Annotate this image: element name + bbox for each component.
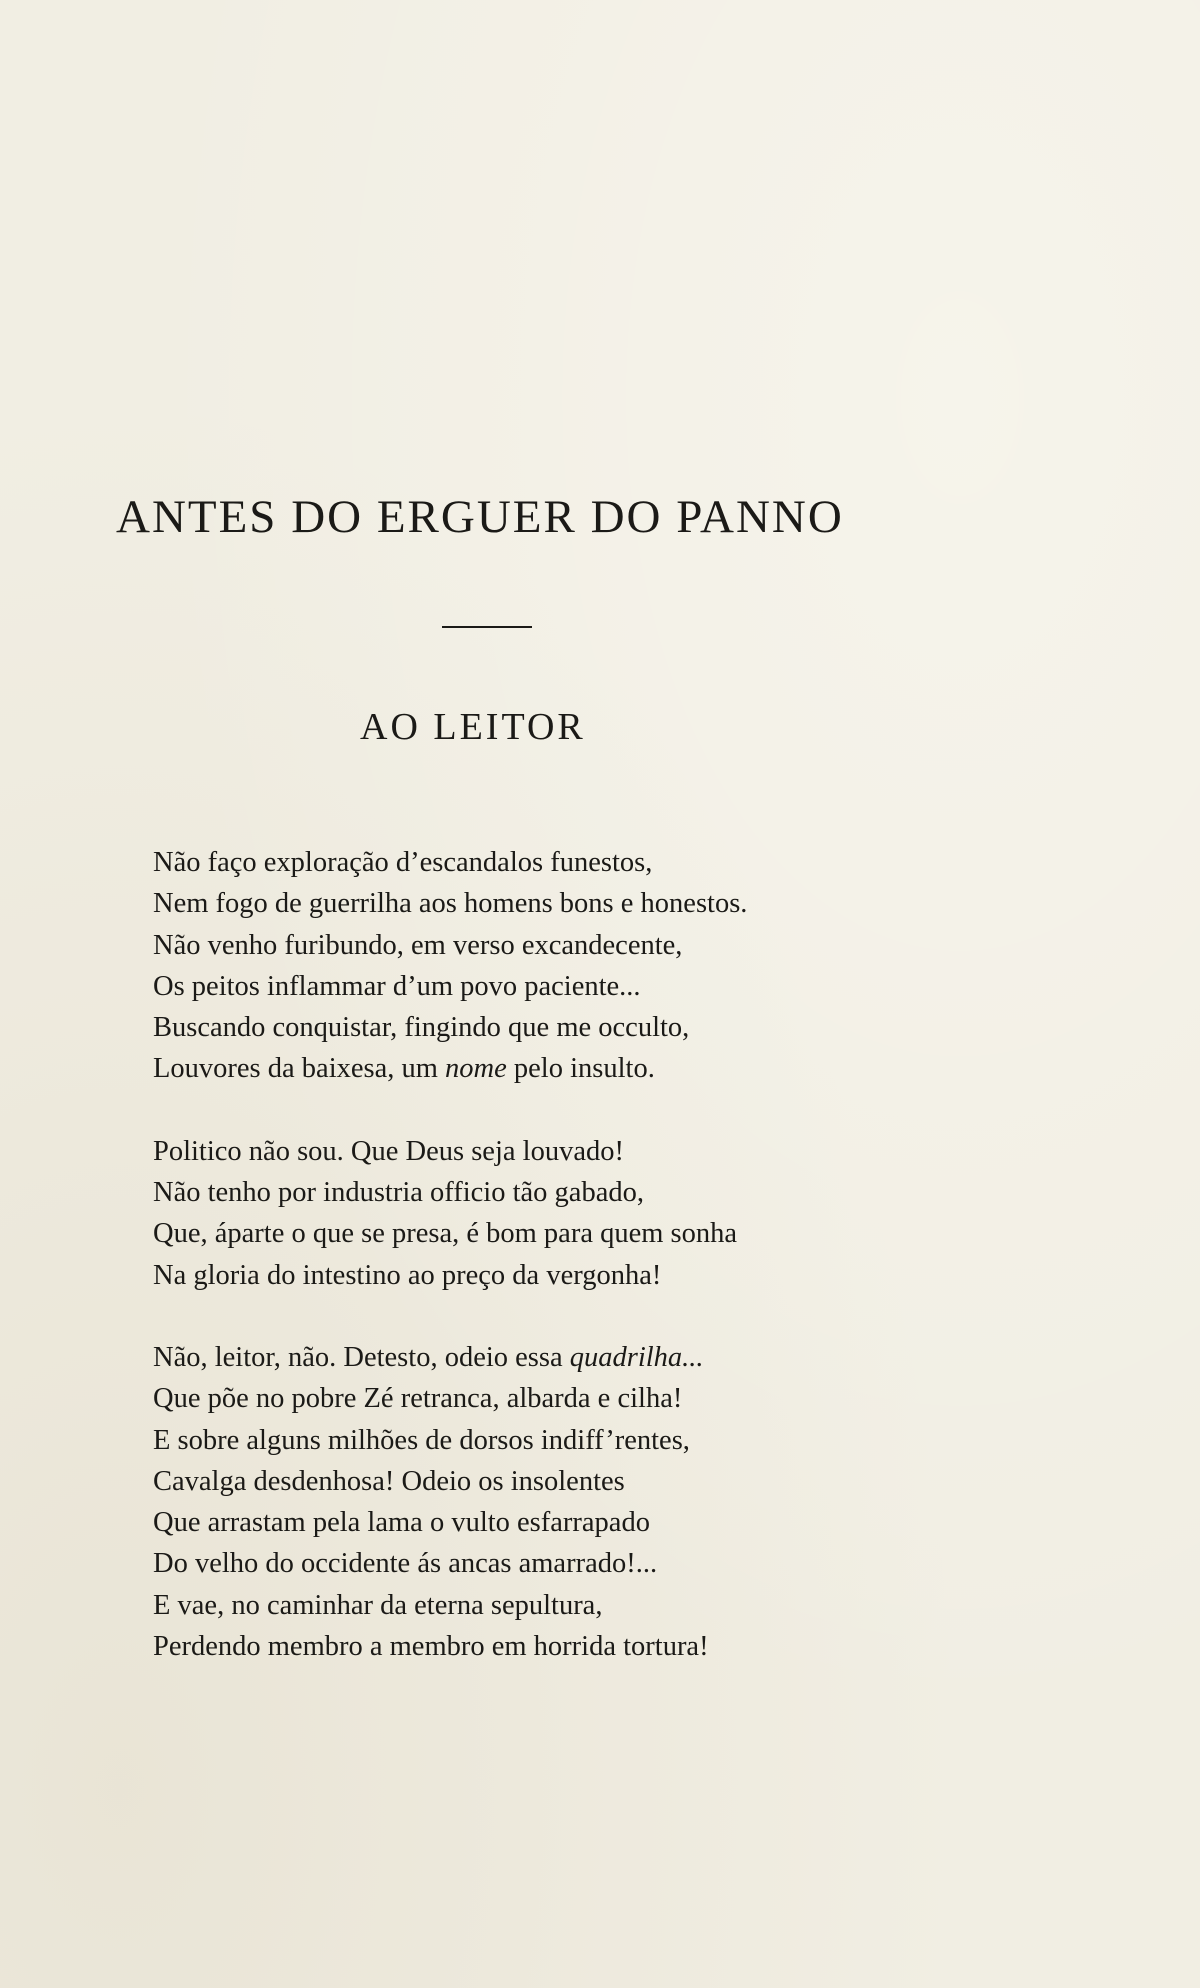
emphasized-word: quadrilha... bbox=[569, 1341, 704, 1373]
poem-line: Que, áparte o que se presa, é bom para quem sonha bbox=[153, 1218, 738, 1250]
poem-line bbox=[153, 1048, 873, 1089]
poem-line: Buscando conquistar, fingindo que me occulto, bbox=[153, 1012, 690, 1044]
stanza bbox=[153, 1131, 873, 1296]
poem-line: Politico não sou. Que Deus seja louvado! bbox=[153, 1135, 624, 1167]
poem-line: Do velho do occidente ás ancas amarrado!... bbox=[153, 1548, 658, 1580]
poem-line: Cavalga desdenhosa! Odeio os insolentes bbox=[153, 1465, 625, 1497]
page-title: ANTES DO ERGUER DO PANNO bbox=[116, 491, 844, 543]
poem-line-text: Não, leitor, não. Detesto, odeio essa bbox=[153, 1341, 570, 1373]
emphasized-word: nome bbox=[445, 1053, 507, 1085]
poem-line: Não venho furibundo, em verso excandecente, bbox=[153, 929, 683, 961]
poem-line: Que põe no pobre Zé retranca, albarda e cilha! bbox=[153, 1383, 683, 1415]
poem-line: Que arrastam pela lama o vulto esfarrapado bbox=[153, 1507, 650, 1539]
poem-line-text: pelo insulto. bbox=[506, 1053, 655, 1085]
poem-line-text: Louvores da baixesa, um bbox=[153, 1053, 446, 1085]
title-divider bbox=[442, 626, 532, 628]
poem-line: E vae, no caminhar da eterna sepultura, bbox=[153, 1589, 603, 1621]
poem-line: Perdendo membro a membro em horrida tortura! bbox=[153, 1631, 709, 1663]
section-heading: AO LEITOR bbox=[360, 706, 586, 748]
stanza bbox=[153, 1337, 873, 1667]
poem-line: Na gloria do intestino ao preço da vergonha! bbox=[153, 1259, 662, 1291]
poem-line: Não tenho por industria officio tão gabado, bbox=[153, 1177, 644, 1209]
poem-line: E sobre alguns milhões de dorsos indiff’rentes, bbox=[153, 1424, 690, 1456]
poem-line: Nem fogo de guerrilha aos homens bons e honestos. bbox=[153, 888, 748, 920]
poem-body bbox=[153, 842, 873, 1708]
poem-line: Os peitos inflammar d’um povo paciente... bbox=[153, 970, 641, 1002]
poem-line bbox=[153, 1337, 873, 1378]
poem-line: Não faço exploração d’escandalos funestos, bbox=[153, 847, 653, 878]
stanza bbox=[153, 842, 873, 1090]
